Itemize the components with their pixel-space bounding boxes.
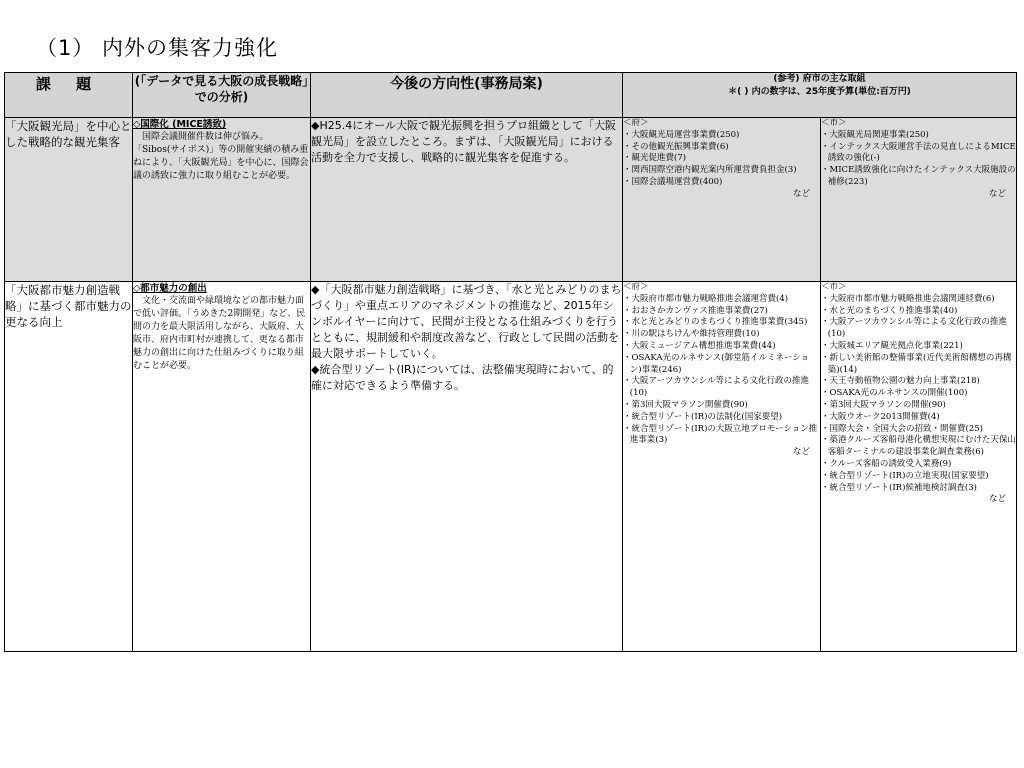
row-city-initiatives [821, 282, 1017, 652]
etc-note: など [989, 188, 1007, 199]
row-analysis [133, 118, 311, 282]
list-item: ・関西国際空港内観光案内所運営費負担金(3) [623, 165, 797, 176]
list-item: ・統合型リゾート(IR)の立地実現(国家要望) [821, 470, 989, 481]
list-item: ・大阪観光局運営事業費(250) [623, 129, 740, 140]
list-item: ・統合型リゾート(IR)の法制化(国家要望) [623, 411, 783, 422]
list-item: ・大阪アーツカウンシル等による文化行政の推進(10) [623, 376, 809, 399]
list-item: ・OSAKA光のルネサンス(御堂筋イルミネーション)事業(246) [623, 352, 810, 375]
etc-note: など [989, 494, 1007, 505]
list-item: ・第3回大阪マラソンの開催(90) [821, 399, 946, 410]
header-analysis: (「データで見る大阪の成長戦略」での分析) [133, 73, 311, 118]
list-item: ・大阪アーツカウンシル等による文化行政の推進(10) [821, 317, 1007, 340]
city-label: ＜市＞ [821, 118, 847, 128]
row-issue: 「大阪観光局」を中心とした戦略的な観光集客 [5, 118, 133, 282]
list-item: ・MICE誘致強化に向けたインテックス大阪施設の補修(223) [821, 165, 1016, 187]
list-item: ・観光促進費(7) [623, 153, 687, 164]
pref-label: ＜府＞ [623, 282, 649, 292]
direction-paragraph: ◆統合型リゾート(IR)については、法整備実現時において、的確に対応できるよう準備する。 [311, 363, 614, 392]
city-label: ＜市＞ [821, 282, 847, 292]
analysis-body: 国際会議開催件数は伸び悩み。「Sibos(サイボス)」等の開催実績の積み重ねにより、「大阪観光局」を中心に、国際会議の誘致に強力に取り組むことが必要。 [133, 132, 309, 181]
table-row [5, 282, 1017, 652]
list-item: ・大阪城エリア観光拠点化事業(221) [821, 340, 963, 351]
list-item: ・築港クルーズ客船母港化構想実現にむけた天保山客船ターミナルの建設事業化調査業務(6) [821, 435, 1016, 458]
list-item: ・国際会議場運営費(400) [623, 176, 723, 187]
table-header-row [5, 73, 1017, 118]
direction-paragraph: ◆H25.4にオール大阪で観光振興を担うプロ組織として「大阪観光局」を設立したところ。まずは、「大阪観光局」における活動を全力で支援し、戦略的に観光集客を促進する。 [311, 119, 617, 164]
row-city-initiatives [821, 118, 1017, 282]
list-item: ・OSAKA光のルネサンスの開催(100) [821, 388, 968, 399]
header-reference-line1: (参考) 府市の主な取組 [773, 74, 866, 84]
list-item: ・おおさかカンヴァス推進事業費(27) [623, 305, 768, 316]
pref-label: ＜府＞ [623, 118, 649, 128]
header-reference-line2: ＊( ) 内の数字は、25年度予算(単位:百万円) [728, 87, 911, 97]
row-pref-initiatives [623, 282, 821, 652]
list-item: ・大阪観光局関連事業(250) [821, 129, 929, 140]
list-item: ・第3回大阪マラソン開催費(90) [623, 399, 748, 410]
analysis-heading: ◇国際化 (MICE誘致) [133, 119, 227, 130]
table-row [5, 118, 1017, 282]
list-item: ・水と光とみどりのまちづくり推進事業費(345) [623, 317, 808, 328]
direction-paragraph: ◆「大阪都市魅力創造戦略」に基づき、「水と光とみどりのまちづくり」や重点エリアのマネジメントの推進など、2015年シンボルイヤーに向けて、民間が主役となる仕組みづくりを行うとともに、規制緩和や制度改善など、行政として民間の活動を最大限サポートしていく。 [311, 283, 622, 360]
list-item: ・統合型リゾート(IR)の大阪立地プロモーション推進事業(3) [623, 423, 818, 446]
row-analysis [133, 282, 311, 652]
list-item: ・インテックス大阪運営手法の見直しによるMICE誘致の強化(-) [821, 141, 1016, 164]
list-item: ・その他観光振興事業費(6) [623, 141, 729, 152]
page-title: （1） 内外の集客力強化 [36, 36, 279, 60]
row-pref-initiatives [623, 118, 821, 282]
analysis-body: 文化・交流面や緑環境などの都市魅力面で低い評価。「うめきた2期開発」など、民間の力を最大限活用しながら、大阪府、大阪市、府内市町村が連携して、更なる都市魅力の創出に向けた仕組みづくりに取り組むことが必要。 [133, 296, 306, 371]
list-item: ・新しい美術館の整備事業(近代美術館構想の再構築)(14) [821, 352, 1012, 375]
analysis-heading: ◇都市魅力の創出 [133, 283, 207, 294]
header-reference [623, 73, 1017, 118]
list-item: ・大阪ウオーク2013開催費(4) [821, 411, 940, 422]
strategy-table [4, 72, 1017, 652]
list-item: ・統合型リゾート(IR)候補地検討調査(3) [821, 482, 977, 493]
list-item: ・天王寺動植物公園の魅力向上事業(218) [821, 376, 980, 387]
list-item: ・大阪府市都市魅力戦略推進会議運営費(4) [623, 293, 789, 304]
etc-note: など [792, 188, 810, 199]
list-item: ・川の駅はちけんや維持管理費(10) [623, 329, 760, 340]
list-item: ・大阪府市都市魅力戦略推進会議関連経費(6) [821, 293, 995, 304]
etc-note: など [792, 447, 810, 458]
row-direction [311, 118, 623, 282]
list-item: ・クルーズ客船の誘致受入業務(9) [821, 458, 952, 469]
row-direction [311, 282, 623, 652]
list-item: ・大阪ミュージアム構想推進事業費(44) [623, 340, 776, 351]
header-issue: 課 題 [5, 73, 133, 118]
list-item: ・水と光のまちづくり推進事業(40) [821, 305, 958, 316]
header-direction: 今後の方向性(事務局案) [311, 73, 623, 118]
list-item: ・国際大会・全国大会の招致・開催費(25) [821, 423, 983, 434]
row-issue: 「大阪都市魅力創造戦略」に基づく都市魅力の更なる向上 [5, 282, 133, 652]
